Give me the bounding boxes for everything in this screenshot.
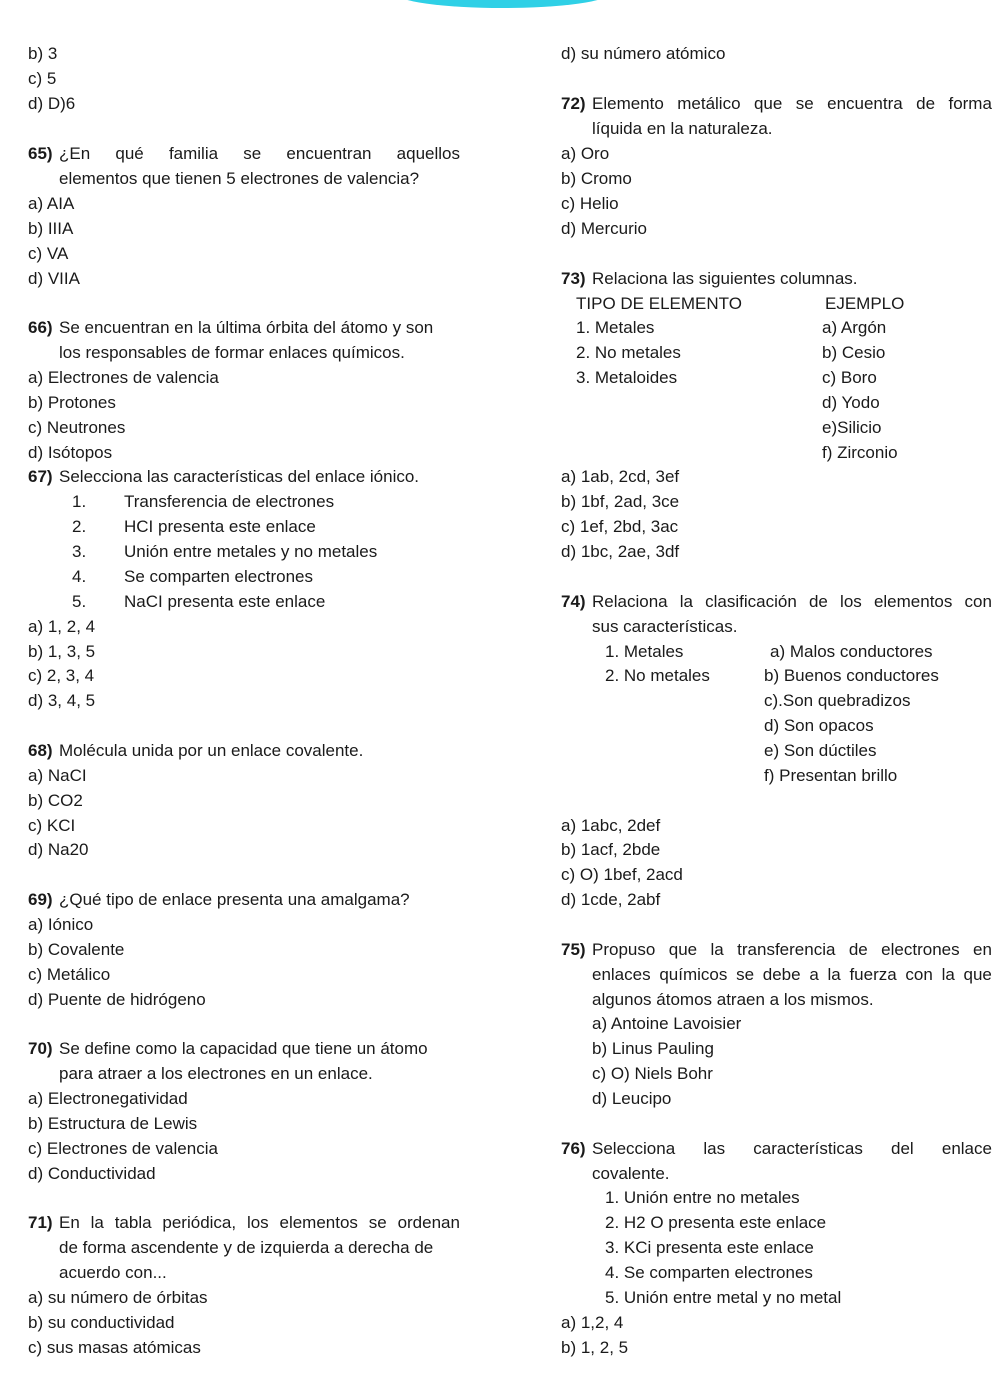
q67-item-number: 3. <box>72 542 87 561</box>
q76-option-b[interactable]: b) 1, 2, 5 <box>561 1338 629 1357</box>
q65-option-a[interactable]: a) AIA <box>28 194 75 213</box>
q69-option-b[interactable]: b) Covalente <box>28 940 125 959</box>
q68-option-b[interactable]: b) CO2 <box>28 791 83 810</box>
q74-option-c[interactable]: c) O) 1bef, 2acd <box>561 865 683 884</box>
decorative-header-shape <box>395 0 610 8</box>
q75-question-line-3: algunos átomos atraen a los mismos. <box>592 990 874 1009</box>
q68-option-d[interactable]: d) Na20 <box>28 840 89 859</box>
q73-example-item: c) Boro <box>822 368 877 387</box>
q65-question-line-1: ¿En qué familia se encuentran aquellos <box>59 144 460 163</box>
q67-item-text: Transferencia de electrones <box>124 492 335 511</box>
q67-item-number: 1. <box>72 492 87 511</box>
q73-column-header-type: TIPO DE ELEMENTO <box>576 294 742 313</box>
q72-question-line-2: líquida en la naturaleza. <box>592 119 773 138</box>
q71-option-c[interactable]: c) sus masas atómicas <box>28 1338 201 1357</box>
q74-characteristic-item: f) Presentan brillo <box>764 766 898 785</box>
q69-option-d[interactable]: d) Puente de hidrógeno <box>28 990 206 1009</box>
q71-question-line-3: acuerdo con... <box>59 1263 167 1282</box>
q73-column-header-example: EJEMPLO <box>825 294 905 313</box>
q64-option-d[interactable]: d) D)6 <box>28 94 76 113</box>
q65-option-c[interactable]: c) VA <box>28 244 69 263</box>
q76-item: 2. H2 O presenta este enlace <box>605 1213 827 1232</box>
q66-question-line-1: Se encuentran en la última órbita del átomo y son <box>59 318 434 337</box>
q74-characteristic-item: d) Son opacos <box>764 716 874 735</box>
q71-question-line-2: de forma ascendente y de izquierda a derecha de <box>59 1238 434 1257</box>
q74-question-line-2: sus características. <box>592 617 738 636</box>
q76-number: 76) <box>561 1139 586 1158</box>
q67-option-b[interactable]: b) 1, 3, 5 <box>28 642 96 661</box>
q67-option-a[interactable]: a) 1, 2, 4 <box>28 617 96 636</box>
q75-option-c[interactable]: c) O) Niels Bohr <box>592 1064 713 1083</box>
q67-number: 67) <box>28 467 53 486</box>
q74-characteristic-item: b) Buenos conductores <box>764 666 939 685</box>
q67-item-text: Unión entre metales y no metales <box>124 542 378 561</box>
q67-item-number: 5. <box>72 592 87 611</box>
q68-option-a[interactable]: a) NaCI <box>28 766 87 785</box>
q67-question-line-1: Selecciona las características del enlace iónico. <box>59 467 420 486</box>
q70-option-b[interactable]: b) Estructura de Lewis <box>28 1114 198 1133</box>
q73-example-item: a) Argón <box>822 318 887 337</box>
q73-number: 73) <box>561 269 586 288</box>
q76-item: 4. Se comparten electrones <box>605 1263 813 1282</box>
q74-question-line-1: Relaciona la clasificación de los elementos con <box>592 592 992 611</box>
q73-option-d[interactable]: d) 1bc, 2ae, 3df <box>561 542 680 561</box>
q66-option-b[interactable]: b) Protones <box>28 393 116 412</box>
q75-option-b[interactable]: b) Linus Pauling <box>592 1039 714 1058</box>
q65-number: 65) <box>28 144 53 163</box>
q71-option-d[interactable]: d) su número atómico <box>561 44 726 63</box>
q64-option-c[interactable]: c) 5 <box>28 69 57 88</box>
q74-option-a[interactable]: a) 1abc, 2def <box>561 816 661 835</box>
q73-example-item: b) Cesio <box>822 343 886 362</box>
q66-option-c[interactable]: c) Neutrones <box>28 418 126 437</box>
q74-characteristic-item: c).Son quebradizos <box>764 691 911 710</box>
q70-question-line-1: Se define como la capacidad que tiene un átomo <box>59 1039 428 1058</box>
q74-option-b[interactable]: b) 1acf, 2bde <box>561 840 661 859</box>
q74-option-d[interactable]: d) 1cde, 2abf <box>561 890 661 909</box>
q76-question-line-2: covalente. <box>592 1164 670 1183</box>
q64-option-b[interactable]: b) 3 <box>28 44 58 63</box>
q76-item: 3. KCi presenta este enlace <box>605 1238 814 1257</box>
q65-question-line-2: elementos que tienen 5 electrones de valencia? <box>59 169 420 188</box>
q74-type-item: 1. Metales <box>605 642 684 661</box>
q75-question-line-1: Propuso que la transferencia de electrones en <box>592 940 992 959</box>
q69-number: 69) <box>28 890 53 909</box>
q76-item: 5. Unión entre metal y no metal <box>605 1288 842 1307</box>
q70-option-c[interactable]: c) Electrones de valencia <box>28 1139 218 1158</box>
q68-number: 68) <box>28 741 53 760</box>
q73-example-item: d) Yodo <box>822 393 880 412</box>
q72-number: 72) <box>561 94 586 113</box>
q67-item-text: HCI presenta este enlace <box>124 517 316 536</box>
q71-number: 71) <box>28 1213 53 1232</box>
q70-question-line-2: para atraer a los electrones en un enlace. <box>59 1064 373 1083</box>
q69-option-c[interactable]: c) Metálico <box>28 965 111 984</box>
q65-option-d[interactable]: d) VIIA <box>28 269 80 288</box>
q74-characteristic-item: a) Malos conductores <box>770 642 933 661</box>
q69-option-a[interactable]: a) Iónico <box>28 915 94 934</box>
q75-question-line-2: enlaces químicos se debe a la fuerza con la que <box>592 965 992 984</box>
q74-number: 74) <box>561 592 586 611</box>
q66-option-d[interactable]: d) Isótopos <box>28 443 113 462</box>
q73-question-line-1: Relaciona las siguientes columnas. <box>592 269 858 288</box>
q67-item-number: 4. <box>72 567 87 586</box>
q74-type-item: 2. No metales <box>605 666 710 685</box>
q76-question-line-1: Selecciona las características del enlace <box>592 1139 992 1158</box>
q76-item: 1. Unión entre no metales <box>605 1188 800 1207</box>
q76-option-a[interactable]: a) 1,2, 4 <box>561 1313 624 1332</box>
q72-question-line-1: Elemento metálico que se encuentra de forma <box>592 94 992 113</box>
q71-question-line-1: En la tabla periódica, los elementos se ordenan <box>59 1213 460 1232</box>
q65-option-b[interactable]: b) IIIA <box>28 219 74 238</box>
q73-type-item: 1. Metales <box>576 318 655 337</box>
q68-question-line-1: Molécula unida por un enlace covalente. <box>59 741 364 760</box>
q67-item-text: Se comparten electrones <box>124 567 313 586</box>
q72-option-a[interactable]: a) Oro <box>561 144 610 163</box>
q69-question-line-1: ¿Qué tipo de enlace presenta una amalgama? <box>59 890 410 909</box>
q72-option-d[interactable]: d) Mercurio <box>561 219 647 238</box>
q71-option-b[interactable]: b) su conductividad <box>28 1313 175 1332</box>
q72-option-c[interactable]: c) Helio <box>561 194 619 213</box>
q67-item-text: NaCI presenta este enlace <box>124 592 326 611</box>
q73-option-c[interactable]: c) 1ef, 2bd, 3ac <box>561 517 679 536</box>
q66-question-line-2: los responsables de formar enlaces químicos. <box>59 343 405 362</box>
q68-option-c[interactable]: c) KCI <box>28 816 76 835</box>
q70-number: 70) <box>28 1039 53 1058</box>
q74-characteristic-item: e) Son dúctiles <box>764 741 877 760</box>
q70-option-d[interactable]: d) Conductividad <box>28 1164 156 1183</box>
q73-type-item: 3. Metaloides <box>576 368 678 387</box>
q71-option-a[interactable]: a) su número de órbitas <box>28 1288 208 1307</box>
q66-number: 66) <box>28 318 53 337</box>
q70-option-a[interactable]: a) Electronegatividad <box>28 1089 188 1108</box>
q73-option-b[interactable]: b) 1bf, 2ad, 3ce <box>561 492 680 511</box>
q73-example-item: f) Zirconio <box>822 443 898 462</box>
q73-option-a[interactable]: a) 1ab, 2cd, 3ef <box>561 467 680 486</box>
q72-option-b[interactable]: b) Cromo <box>561 169 632 188</box>
q67-option-d[interactable]: d) 3, 4, 5 <box>28 691 96 710</box>
q73-type-item: 2. No metales <box>576 343 681 362</box>
q67-option-c[interactable]: c) 2, 3, 4 <box>28 666 95 685</box>
q75-number: 75) <box>561 940 586 959</box>
q75-option-d[interactable]: d) Leucipo <box>592 1089 672 1108</box>
q66-option-a[interactable]: a) Electrones de valencia <box>28 368 219 387</box>
q75-option-a[interactable]: a) Antoine Lavoisier <box>592 1014 742 1033</box>
q67-item-number: 2. <box>72 517 87 536</box>
q73-example-item: e)Silicio <box>822 418 882 437</box>
